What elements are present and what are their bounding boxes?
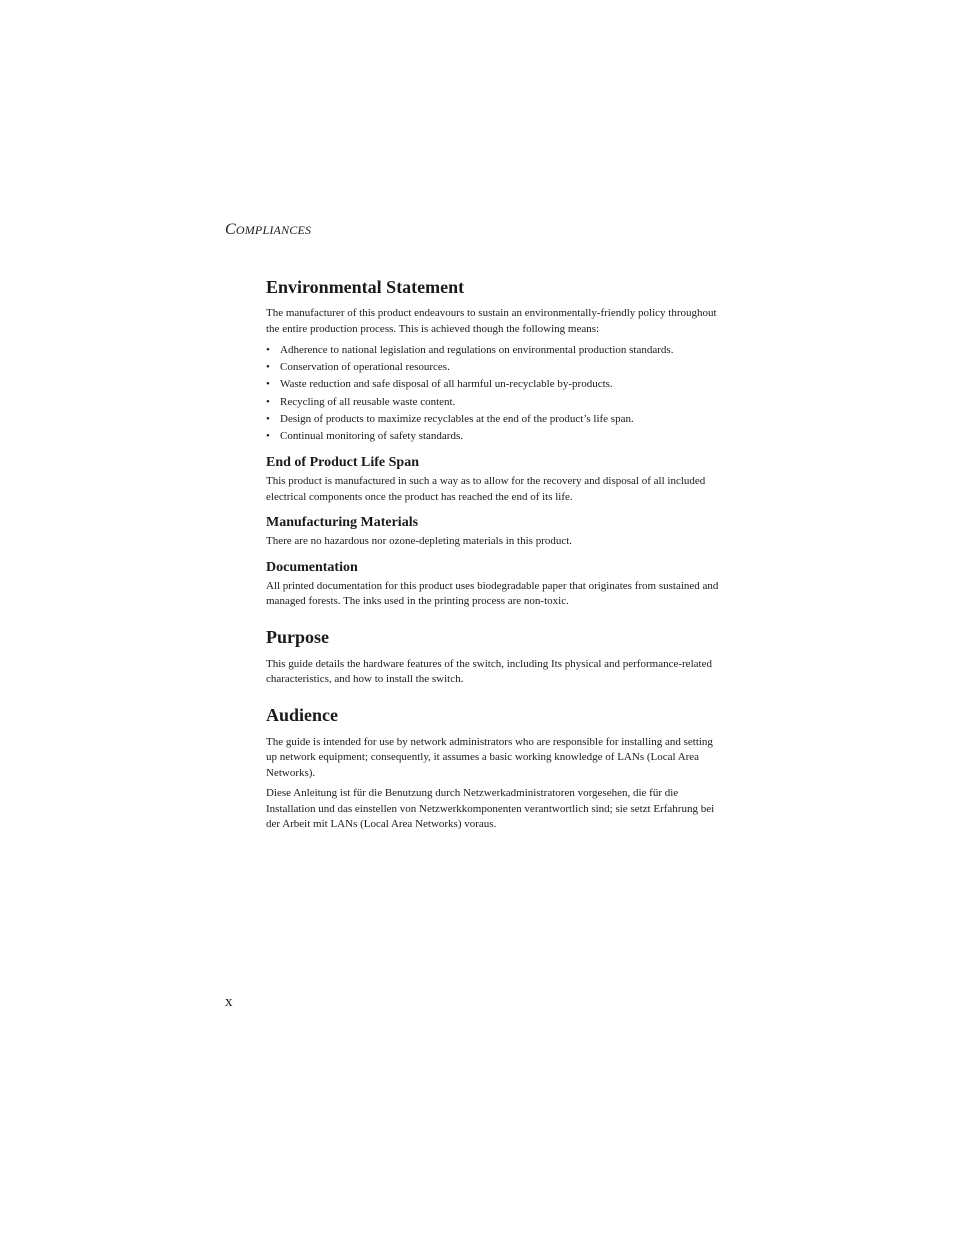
materials-section (266, 513, 721, 550)
list-item-text: Design of products to maximize recyclables at the end of the product’s life span. (280, 412, 634, 425)
page-content (266, 275, 721, 833)
bullet-icon: • (266, 344, 270, 356)
purpose-section (266, 625, 721, 688)
bullet-icon: • (266, 361, 270, 374)
running-header-initial: C (225, 221, 236, 238)
audience-text-english: The guide is intended for use by network administrators who are responsible for installing and setting up network equipment; consequently, it assumes a basic working knowledge of LANs (Local Area Networks). (266, 735, 713, 779)
documentation-title: Documentation (266, 559, 358, 575)
end-of-life-section (266, 453, 721, 505)
list-item-text: Recycling of all reusable waste content. (280, 395, 456, 408)
bullet-icon: • (266, 430, 270, 443)
list-item-text: Continual monitoring of safety standards. (280, 430, 463, 443)
documentation-text: All printed documentation for this product uses biodegradable paper that originates from sustained and managed forests. The inks used in the printing process are non-toxic. (266, 579, 719, 608)
list-item (266, 394, 721, 411)
list-item (266, 428, 721, 445)
page-number: x (225, 994, 233, 1010)
materials-title: Manufacturing Materials (266, 515, 419, 531)
audience-section (266, 703, 721, 833)
materials-text: There are no hazardous nor ozone-depleting materials in this product. (266, 535, 573, 548)
list-item (266, 376, 721, 393)
environmental-bullet-list (266, 342, 721, 445)
environmental-intro: The manufacturer of this product endeavours to sustain an environmentally-friendly policy throughout the entire production process. This is achieved though the following means: (266, 307, 717, 335)
list-item-text: Conservation of operational resources. (280, 361, 450, 374)
running-header-rest: OMPLIANCES (235, 223, 312, 237)
bullet-icon: • (266, 395, 270, 408)
list-item (266, 411, 721, 428)
bullet-icon: • (266, 412, 270, 425)
list-item-text: Adherence to national legislation and regulations on environmental production standards. (280, 344, 674, 356)
purpose-text: This guide details the hardware features of the switch, including Its physical and performance-related characteristics, and how to install the switch. (266, 657, 712, 686)
environmental-section (266, 275, 721, 445)
documentation-section (266, 558, 721, 610)
list-item (266, 359, 721, 376)
environmental-title: Environmental Statement (266, 277, 465, 297)
end-of-life-title: End of Product Life Span (266, 455, 419, 471)
running-header (225, 221, 311, 239)
audience-text-german: Diese Anleitung ist für die Benutzung durch Netzwerkadministratoren vorgesehen, die für die Installation und das einstellen von Netzwerkkomponenten verantwortlich sind; sie setzt Erfahrung bei der Arbeit mit LANs (Local Area Networks) voraus. (266, 787, 715, 831)
list-item (266, 342, 721, 359)
purpose-title: Purpose (266, 626, 329, 647)
audience-title: Audience (266, 704, 338, 725)
end-of-life-text: This product is manufactured in such a way as to allow for the recovery and disposal of all included electrical components once the product has reached the end of its life. (266, 475, 706, 503)
list-item-text: Waste reduction and safe disposal of all harmful un-recyclable by-products. (280, 378, 613, 391)
bullet-icon: • (266, 378, 270, 391)
